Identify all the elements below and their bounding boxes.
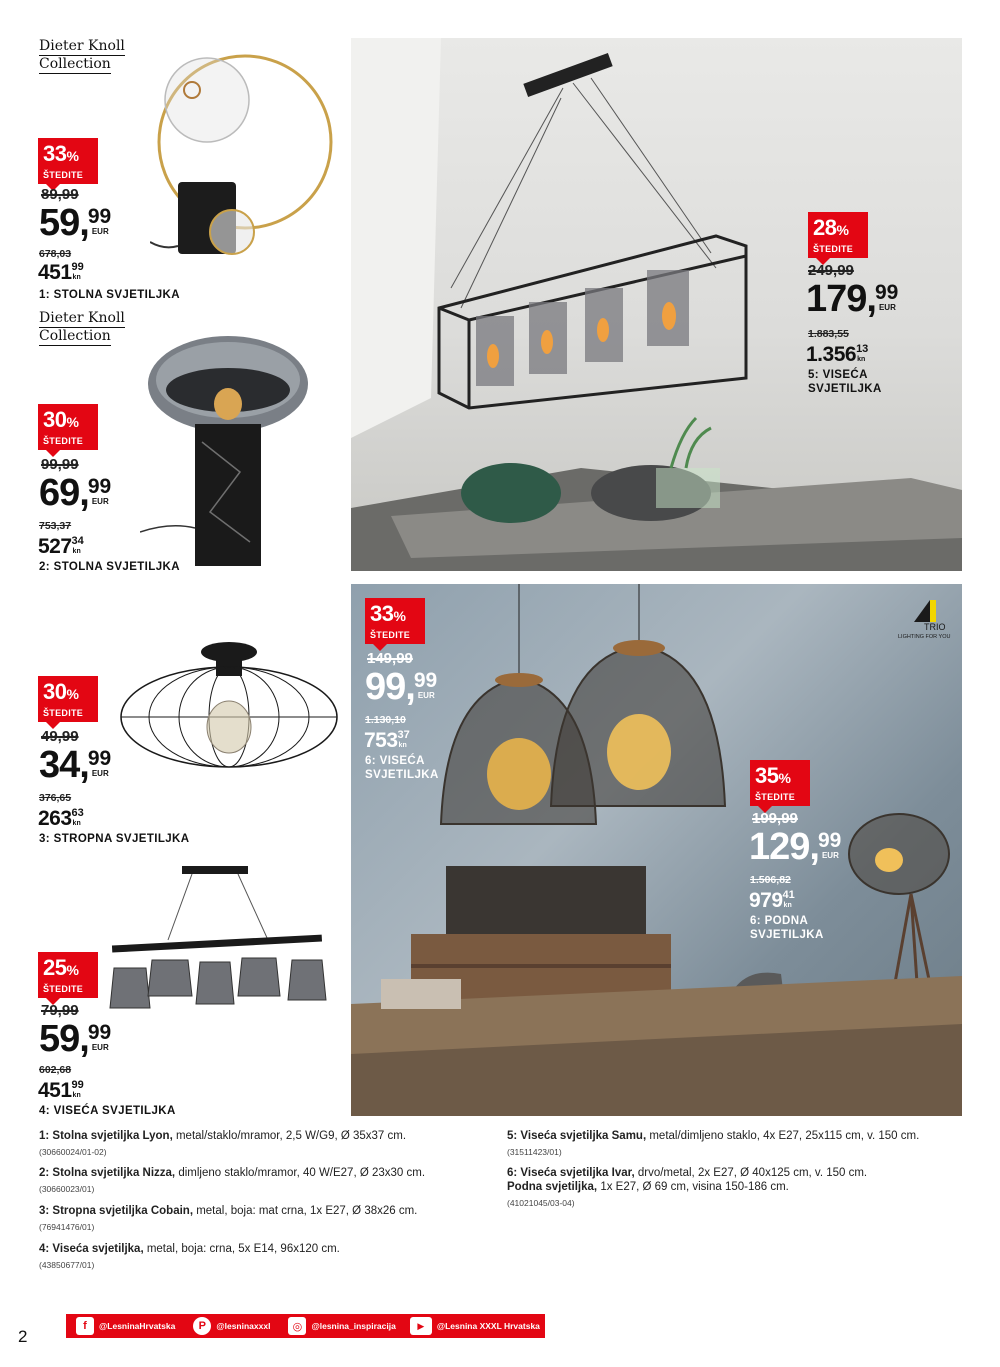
product-code: (30660024/01-02) [39,1147,107,1157]
discount-percent: 25 [43,955,67,980]
brand-line: Dieter Knoll [39,310,125,326]
price-integer: 527 [38,535,72,558]
price-integer: 59 [39,1018,80,1060]
brand-label [39,310,125,346]
price-integer: 99 [365,666,406,708]
discount-badge: 25% ŠTEDITE [38,952,98,998]
currency-label: kn [857,356,866,363]
price-eur: 59, 99 EUR [39,202,112,244]
price-decimals: 99 [71,1079,84,1091]
price-integer: 1.356 [806,343,857,366]
product-description-3 [39,1204,479,1234]
social-facebook-link[interactable] [76,1317,175,1335]
description-title: 2: Stolna svjetiljka Nizza, [39,1167,176,1179]
discount-label: ŠTEDITE [43,984,84,994]
discount-percent: 30 [43,407,67,432]
price-integer: 979 [749,889,783,912]
brand-line: Dieter Knoll [39,38,125,54]
discount-percent: 28 [813,215,837,240]
price-integer: 451 [38,261,72,284]
currency-label: EUR [91,1043,109,1052]
old-price-kn: 602,68 [39,1064,72,1076]
discount-label: ŠTEDITE [813,244,854,254]
old-price-kn: 678,03 [39,248,72,260]
product-code: (76941476/01) [39,1222,95,1232]
price-kn [38,261,84,284]
industrial-room-photo [351,584,962,1116]
discount-percent: 30 [43,679,67,704]
old-price-eur: 99,99 [41,456,79,473]
discount-label: ŠTEDITE [370,630,411,640]
discount-label: ŠTEDITE [43,708,84,718]
description-text: 1x E27, Ø 69 cm, visina 150-186 cm. [597,1181,789,1193]
discount-label: ŠTEDITE [755,792,796,802]
price-kn [749,889,795,912]
product-label: 4: VISEĆA SVJETILJKA [39,1105,176,1117]
currency-label: EUR [821,851,839,860]
price-decimals: 99 [87,205,112,228]
currency-label: EUR [91,227,109,236]
product-description-1 [39,1129,479,1159]
product-label [365,754,439,782]
old-price-kn: 753,37 [39,520,72,532]
price-eur: 99, 99 EUR [365,666,438,708]
old-price-eur: 249,99 [808,262,854,279]
product-description-2 [39,1166,479,1196]
price-integer: 129 [749,826,810,868]
description-text: drvo/metal, 2x E27, Ø 40x125 cm, v. 150 cm. [634,1167,868,1179]
social-handle: @Lesnina XXXL Hrvatska [436,1321,540,1331]
facebook-icon: f [76,1317,94,1335]
currency-label: kn [72,274,81,281]
trio-logo-name: TRIO [924,622,946,632]
price-decimals: 37 [397,729,410,741]
price-eur: 69, 99 EUR [39,472,112,514]
price-decimals: 99 [874,281,899,304]
page-number: 2 [18,1327,28,1346]
price-eur: 179, 99 EUR [806,278,899,320]
price-integer: 59 [39,202,80,244]
description-title: 3: Stropna svjetiljka Cobain, [39,1205,194,1217]
pinterest-icon: P [193,1317,211,1335]
price-kn [38,1079,84,1102]
table-lamp-lyon-image [150,42,340,264]
old-price-kn: 376,65 [39,792,72,804]
product-label [808,368,882,396]
label-line: SVJETILJKA [365,769,439,781]
pendant-lamp-ivar-photo [351,584,962,1116]
currency-label: EUR [91,769,109,778]
product-description-6 [507,1166,967,1210]
discount-badge: 30% ŠTEDITE [38,676,98,722]
currency-label: kn [72,1092,81,1099]
description-title: 6: Viseća svjetiljka Ivar, [507,1167,635,1179]
price-kn [38,535,84,558]
trio-logo-tagline: LIGHTING FOR YOU [898,634,951,640]
price-decimals: 13 [856,343,869,355]
discount-label: ŠTEDITE [43,170,84,180]
discount-percent: 33 [43,141,67,166]
product-label: 2: STOLNA SVJETILJKA [39,561,180,573]
price-kn [364,729,410,752]
label-line: 5: VISEĆA [808,369,868,381]
product-description-5 [507,1129,967,1159]
old-price-eur: 79,99 [41,1002,79,1019]
price-integer: 753 [364,729,398,752]
label-line: SVJETILJKA [750,929,824,941]
discount-badge: 28% ŠTEDITE [808,212,868,258]
social-youtube-link[interactable] [410,1317,540,1335]
brand-line: Collection [39,56,111,72]
price-decimals: 99 [87,475,112,498]
description-text: metal/staklo/mramor, 2,5 W/G9, Ø 35x37 cm. [172,1130,407,1142]
old-price-eur: 89,99 [41,186,79,203]
brand-label [39,38,125,74]
description-text: dimljeno staklo/mramor, 40 W/E27, Ø 23x30 cm. [175,1167,426,1179]
currency-label: EUR [417,691,435,700]
product-label: 3: STROPNA SVJETILJKA [39,833,190,845]
discount-label: ŠTEDITE [43,436,84,446]
currency-label: EUR [878,303,896,312]
discount-badge: 33% ŠTEDITE [38,138,98,184]
discount-percent: 33 [370,601,394,626]
price-eur: 34, 99 EUR [39,744,112,786]
old-price-eur: 199,99 [752,810,798,827]
currency-label: kn [72,548,81,555]
description-text: metal, boja: crna, 5x E14, 96x120 cm. [143,1243,340,1255]
social-pinterest-link[interactable] [193,1317,270,1335]
description-title: 5: Viseća svjetiljka Samu, [507,1130,647,1142]
discount-badge: 30% ŠTEDITE [38,404,98,450]
product-code: (31511423/01) [507,1147,562,1157]
price-integer: 451 [38,1079,72,1102]
discount-badge: 35% ŠTEDITE [750,760,810,806]
price-decimals: 99 [71,261,84,273]
pendant-lamp-5-shades-image [108,862,334,1012]
brand-line: Collection [39,328,111,344]
price-eur: 129, 99 EUR [749,826,842,868]
old-price-kn: 1.506,82 [750,874,791,886]
price-decimals: 99 [817,829,842,852]
old-price-eur: 49,99 [41,728,79,745]
price-decimals: 99 [87,1021,112,1044]
description-text: metal, boja: mat crna, 1x E27, Ø 38x26 cm. [193,1205,418,1217]
currency-label: EUR [91,497,109,506]
price-decimals: 63 [71,807,84,819]
product-description-4 [39,1242,479,1272]
price-integer: 179 [806,278,867,320]
price-integer: 34 [39,744,80,786]
price-decimals: 99 [87,747,112,770]
description-title: 1: Stolna svjetiljka Lyon, [39,1130,173,1142]
trio-logo [896,598,952,642]
social-handle: @lesnina_inspiracija [311,1321,396,1331]
social-instagram-link[interactable] [288,1317,395,1335]
price-integer: 263 [38,807,72,830]
old-price-eur: 149,99 [367,650,413,667]
price-decimals: 41 [782,889,795,901]
price-eur: 59, 99 EUR [39,1018,112,1060]
product-code: (41021045/03-04) [507,1198,575,1208]
social-media-bar [66,1314,545,1338]
currency-label: kn [72,820,81,827]
product-label [750,914,824,942]
youtube-icon: ▶ [410,1317,432,1335]
product-code: (43850677/01) [39,1260,95,1270]
label-line: 6: PODNA [750,915,809,927]
discount-percent: 35 [755,763,779,788]
table-lamp-nizza-image [140,332,315,572]
old-price-kn: 1.883,55 [808,328,849,340]
social-handle: @lesninaxxxl [216,1321,271,1331]
product-code: (30660023/01) [39,1184,95,1194]
price-decimals: 34 [71,535,84,547]
currency-label: kn [783,902,792,909]
old-price-kn: 1.130,10 [365,714,406,726]
ceiling-lamp-cobain-image [118,632,340,800]
price-decimals: 99 [413,669,438,692]
instagram-icon: ◎ [288,1317,306,1335]
currency-label: kn [398,742,407,749]
price-kn [806,343,869,366]
product-label: 1: STOLNA SVJETILJKA [39,289,180,301]
social-handle: @LesninaHrvatska [99,1321,176,1331]
label-line: 6: VISEĆA [365,755,425,767]
description-title: Podna svjetiljka, [507,1181,598,1193]
price-integer: 69 [39,472,80,514]
discount-badge: 33% ŠTEDITE [365,598,425,644]
description-text: metal/dimljeno staklo, 4x E27, 25x115 cm, v. 150 cm. [646,1130,920,1142]
description-title: 4: Viseća svjetiljka, [39,1243,144,1255]
label-line: SVJETILJKA [808,383,882,395]
price-kn [38,807,84,830]
